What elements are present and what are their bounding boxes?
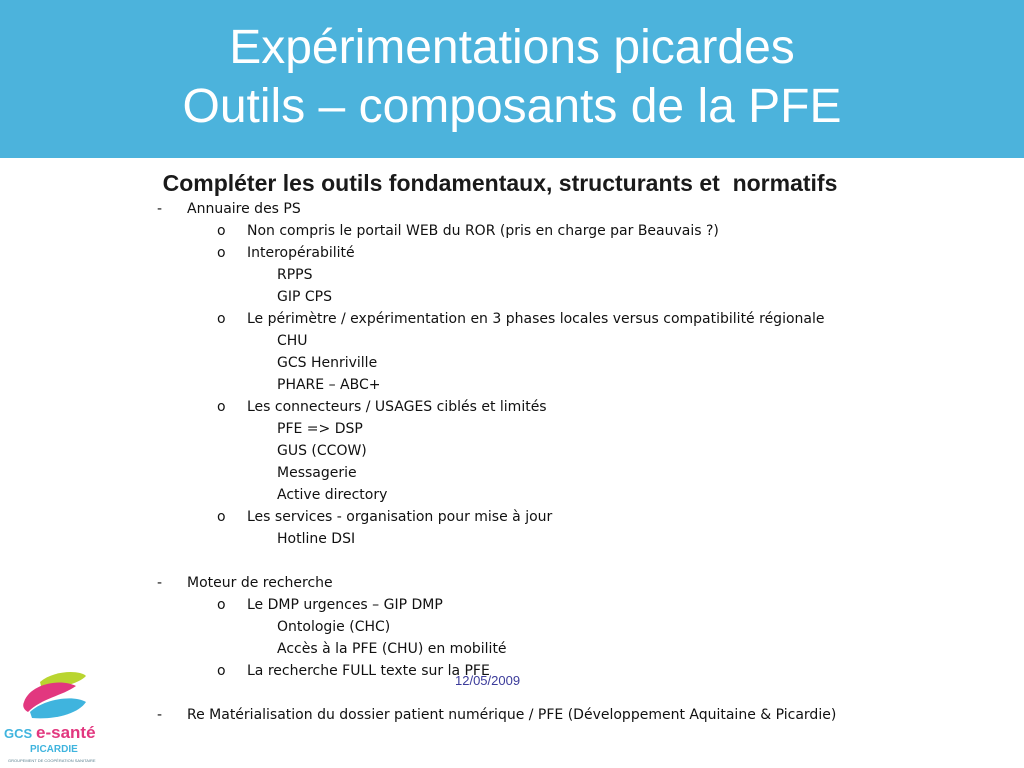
outline-detail-rpps — [0, 264, 1024, 286]
gcs-esante-logo — [2, 668, 112, 766]
outline-detail-gip-cps — [0, 286, 1024, 308]
outline-detail-acces-pfe — [0, 638, 1024, 660]
outline-detail-gus — [0, 440, 1024, 462]
outline-detail-text: GIP CPS — [277, 289, 332, 305]
title-line-1: Expérimentations picardes — [229, 21, 795, 74]
title-line-2: Outils – composants de la PFE — [182, 80, 842, 133]
dash-bullet: - — [157, 575, 163, 591]
circle-bullet: o — [217, 597, 226, 613]
outline-spacer — [0, 550, 1024, 572]
outline-detail-chu — [0, 330, 1024, 352]
outline-detail-gcs-henriville — [0, 352, 1024, 374]
outline-detail-hotline — [0, 528, 1024, 550]
outline-detail-text: Messagerie — [277, 465, 357, 481]
outline-item-annuaire — [0, 198, 1024, 220]
outline-subitem-ror — [0, 220, 1024, 242]
outline-detail-text: GCS Henriville — [277, 355, 378, 371]
outline-subitem-dmp — [0, 594, 1024, 616]
circle-bullet: o — [217, 663, 226, 679]
outline-detail-text: GUS (CCOW) — [277, 443, 367, 459]
outline-subitem-connecteurs — [0, 396, 1024, 418]
outline-subitem-text: Interopérabilité — [247, 245, 355, 261]
outline-list — [0, 198, 1024, 726]
footer-date: 12/05/2009 — [455, 673, 521, 688]
logo-word-esante: e-santé — [36, 723, 96, 742]
outline-subitem-text: Le DMP urgences – GIP DMP — [247, 597, 443, 613]
outline-item-text: Re Matérialisation du dossier patient numérique / PFE (Développement Aquitaine & Picardie) — [187, 707, 837, 723]
slide-title — [0, 18, 1024, 136]
circle-bullet: o — [217, 509, 226, 525]
outline-item-moteur — [0, 572, 1024, 594]
logo-word-region: PICARDIE — [30, 744, 78, 755]
circle-bullet: o — [217, 399, 226, 415]
outline-item-text: Annuaire des PS — [187, 201, 301, 217]
outline-subitem-perimetre — [0, 308, 1024, 330]
circle-bullet: o — [217, 311, 226, 327]
dash-bullet: - — [157, 201, 163, 217]
outline-detail-text: RPPS — [277, 267, 313, 283]
outline-detail-phare — [0, 374, 1024, 396]
dash-bullet: - — [157, 707, 163, 723]
circle-bullet: o — [217, 223, 226, 239]
outline-subitem-services — [0, 506, 1024, 528]
logo-graphic — [2, 668, 112, 766]
outline-detail-text: Accès à la PFE (CHU) en mobilité — [277, 641, 507, 657]
outline-item-rematerialisation — [0, 704, 1024, 726]
outline-detail-text: PHARE – ABC+ — [277, 377, 381, 393]
outline-detail-text: PFE => DSP — [277, 421, 363, 437]
outline-subitem-text: Les connecteurs / USAGES ciblés et limités — [247, 399, 547, 415]
outline-detail-text: Ontologie (CHC) — [277, 619, 391, 635]
outline-subitem-text: Les services - organisation pour mise à jour — [247, 509, 553, 525]
logo-word-gcs: GCS — [4, 726, 33, 741]
outline-item-text: Moteur de recherche — [187, 575, 333, 591]
outline-detail-text: Hotline DSI — [277, 531, 356, 547]
slide-subtitle: Compléter les outils fondamentaux, structurants et normatifs — [162, 170, 838, 196]
title-banner — [0, 0, 1024, 158]
outline-subitem-text: Non compris le portail WEB du ROR (pris en charge par Beauvais ?) — [247, 223, 719, 239]
outline-detail-active-directory — [0, 484, 1024, 506]
outline-detail-messagerie — [0, 462, 1024, 484]
outline-detail-pfe-dsp — [0, 418, 1024, 440]
outline-detail-text: CHU — [277, 333, 308, 349]
outline-subitem-text: Le périmètre / expérimentation en 3 phases locales versus compatibilité régionale — [247, 311, 825, 327]
logo-tagline: GROUPEMENT DE COOPÉRATION SANITAIRE — [8, 758, 96, 763]
outline-detail-text: Active directory — [277, 487, 388, 503]
outline-subitem-interop — [0, 242, 1024, 264]
circle-bullet: o — [217, 245, 226, 261]
outline-detail-ontologie — [0, 616, 1024, 638]
outline-subitem-text: La recherche FULL texte sur la PFE — [247, 663, 490, 679]
